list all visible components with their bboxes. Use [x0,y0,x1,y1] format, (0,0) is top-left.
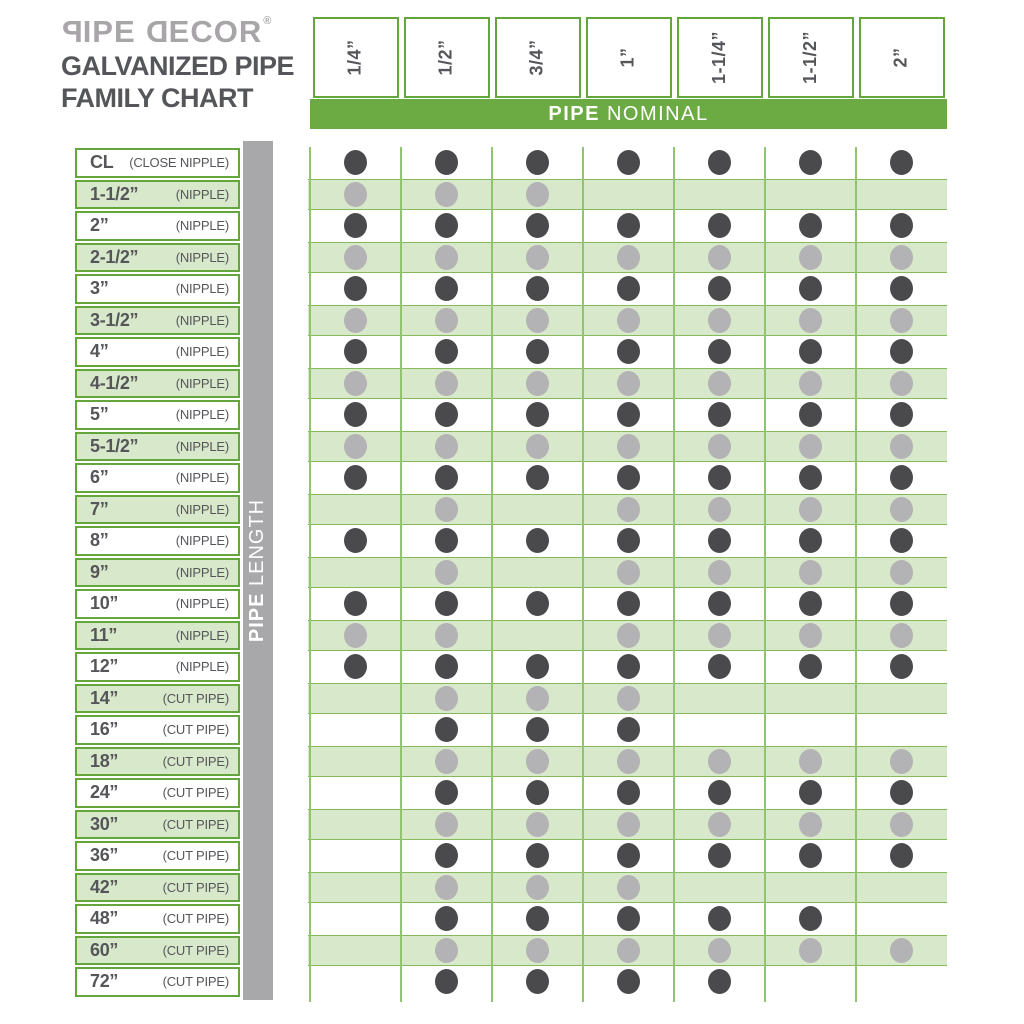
availability-dot [708,560,731,585]
availability-dot [435,686,458,711]
availability-dot [435,528,458,553]
availability-dot [708,465,731,490]
row-kind-label: (CUT PIPE) [162,911,229,927]
column-divider [673,147,675,1002]
availability-dot [526,969,549,994]
availability-dot [617,938,640,963]
availability-dot [344,182,367,207]
availability-dot [617,749,640,774]
availability-dot [799,812,822,837]
brand-letter-p: P [61,14,83,49]
availability-dot [617,717,640,742]
availability-dot [890,780,913,805]
availability-dot [526,780,549,805]
availability-dot [435,465,458,490]
row-kind-label: (CUT PIPE) [162,816,229,832]
availability-dot [890,434,913,459]
brand-logo [61,14,271,50]
availability-dot [435,591,458,616]
availability-dot [435,434,458,459]
row-label [75,936,240,966]
row-kind-label: (NIPPLE) [175,281,229,297]
column-header [586,17,672,98]
row-size-label: 18” [90,750,119,771]
availability-dot [799,213,822,238]
availability-dot [890,812,913,837]
row-label [75,558,240,588]
availability-dot [708,497,731,522]
column-header [677,17,763,98]
page-title [61,50,294,114]
row-label [75,652,240,682]
availability-dot [799,465,822,490]
availability-dot [526,434,549,459]
availability-dot [435,150,458,175]
row-kind-label: (NIPPLE) [175,438,229,454]
availability-dot [617,308,640,333]
availability-dot [526,843,549,868]
column-header [313,17,399,98]
availability-dot [708,591,731,616]
availability-dot [799,560,822,585]
availability-dot [526,528,549,553]
availability-dot [526,717,549,742]
row-size-label: 9” [90,561,109,582]
availability-dot [435,780,458,805]
availability-dot [799,906,822,931]
availability-dot [799,339,822,364]
availability-dot [344,528,367,553]
availability-dot [708,654,731,679]
availability-dot [526,339,549,364]
availability-dot [708,434,731,459]
row-label [75,526,240,556]
row-size-label: 11” [90,624,118,645]
availability-dot [344,150,367,175]
availability-dot [708,749,731,774]
row-kind-label: (CUT PIPE) [162,690,229,706]
availability-dot [526,308,549,333]
availability-dot [799,402,822,427]
availability-dot [526,686,549,711]
availability-dot [617,528,640,553]
row-kind-label: (NIPPLE) [175,344,229,360]
availability-dot [526,465,549,490]
row-label [75,148,240,178]
row-kind-label: (CUT PIPE) [162,848,229,864]
availability-dot [526,276,549,301]
availability-dot [526,938,549,963]
availability-dot [890,276,913,301]
row-kind-label: (NIPPLE) [175,249,229,265]
availability-dot [708,780,731,805]
availability-dot [435,812,458,837]
availability-dot [435,245,458,270]
availability-dot [799,591,822,616]
row-kind-label: (NIPPLE) [175,501,229,517]
chart-title-line1: GALVANIZED PIPE [61,51,295,81]
pipe-length-banner-rest: LENGTH [246,498,269,586]
availability-dot [344,213,367,238]
availability-dot [617,969,640,994]
availability-dot [890,371,913,396]
availability-dot [799,276,822,301]
row-size-label: 14” [90,687,119,708]
row-kind-label: (CUT PIPE) [162,753,229,769]
availability-dot [708,402,731,427]
row-size-label: 72” [90,971,119,992]
row-kind-label: (NIPPLE) [175,596,229,612]
availability-dot [890,938,913,963]
row-size-label: 5” [90,404,109,425]
row-label [75,211,240,241]
row-size-label: 10” [90,593,119,614]
availability-dot [526,906,549,931]
row-kind-label: (CUT PIPE) [162,974,229,990]
row-label [75,873,240,903]
row-size-label: 24” [90,782,119,803]
availability-dot [617,686,640,711]
row-size-label: 7” [90,498,109,519]
availability-dot [890,560,913,585]
column-divider [309,147,311,1002]
availability-dot [799,371,822,396]
availability-dot [890,465,913,490]
row-kind-label: (NIPPLE) [175,407,229,423]
availability-dot [526,812,549,837]
availability-dot [617,654,640,679]
availability-dot [708,308,731,333]
availability-dot [344,654,367,679]
column-header-label: 1/4” [345,39,365,76]
row-label [75,967,240,997]
availability-dot [435,402,458,427]
availability-dot [617,213,640,238]
availability-dot [526,371,549,396]
column-header [768,17,854,98]
row-size-label: 4” [90,341,109,362]
row-label [75,904,240,934]
row-label [75,463,240,493]
pipe-nominal-banner-rest: NOMINAL [606,102,709,125]
row-label [75,274,240,304]
availability-dot [435,654,458,679]
availability-dot [799,843,822,868]
availability-dot [617,434,640,459]
availability-dot [799,654,822,679]
row-size-label: 3-1/2” [90,309,139,330]
pipe-nominal-banner [310,99,947,129]
availability-dot [890,213,913,238]
column-header [404,17,490,98]
column-divider [855,147,857,1002]
availability-dot [344,623,367,648]
column-divider [764,147,766,1002]
row-label [75,306,240,336]
availability-dot [708,150,731,175]
row-size-label: 42” [90,876,119,897]
availability-dot [344,434,367,459]
availability-dot [890,528,913,553]
row-label [75,369,240,399]
availability-dot [617,623,640,648]
row-label [75,715,240,745]
availability-dot [617,465,640,490]
column-divider [400,147,402,1002]
availability-dot [890,654,913,679]
column-header-label: 1” [617,47,638,68]
row-kind-label: (CUT PIPE) [162,785,229,801]
availability-dot [344,276,367,301]
column-header [859,17,945,98]
availability-dot [617,591,640,616]
availability-dot [799,308,822,333]
row-label [75,747,240,777]
availability-dot [435,213,458,238]
row-kind-label: (NIPPLE) [175,375,229,391]
availability-dot [708,276,731,301]
availability-dot [708,938,731,963]
availability-dot [799,938,822,963]
availability-dot [344,245,367,270]
row-size-label: CL [90,152,114,173]
availability-dot [799,434,822,459]
column-header-label: 1-1/2” [800,30,820,85]
row-size-label: 3” [90,278,109,299]
availability-dot [617,812,640,837]
row-size-label: 5-1/2” [90,435,139,456]
availability-dot [617,276,640,301]
row-kind-label: (CUT PIPE) [162,722,229,738]
availability-dot [435,623,458,648]
availability-dot [708,843,731,868]
row-label [75,337,240,367]
availability-dot [435,497,458,522]
availability-dot [344,339,367,364]
availability-dot [617,497,640,522]
availability-dot [344,308,367,333]
availability-dot [435,182,458,207]
row-label [75,589,240,619]
row-size-label: 12” [90,656,119,677]
pipe-length-banner [243,141,273,1000]
row-size-label: 60” [90,939,119,960]
availability-dot [526,591,549,616]
availability-dot [435,560,458,585]
availability-dot [344,465,367,490]
availability-dot [890,749,913,774]
availability-dot [617,150,640,175]
brand-letters: ECOR [168,14,263,49]
row-kind-label: (NIPPLE) [175,564,229,580]
row-kind-label: (NIPPLE) [175,312,229,328]
availability-dot [435,276,458,301]
availability-dot [526,875,549,900]
availability-dot [617,875,640,900]
row-label [75,495,240,525]
availability-dot [708,245,731,270]
row-kind-label: (CLOSE NIPPLE) [129,155,229,171]
column-divider [582,147,584,1002]
availability-dot [799,150,822,175]
row-label [75,243,240,273]
column-header [495,17,581,98]
row-kind-label: (NIPPLE) [175,533,229,549]
column-header-label: 2” [890,47,911,68]
row-kind-label: (NIPPLE) [175,186,229,202]
row-size-label: 6” [90,467,109,488]
availability-dot [526,182,549,207]
availability-dot [526,654,549,679]
availability-dot [617,780,640,805]
availability-dot [617,371,640,396]
row-stripe [308,179,947,211]
pipe-nominal-banner-bold: PIPE [548,102,600,125]
column-divider [491,147,493,1002]
availability-dot [799,497,822,522]
availability-dot [708,812,731,837]
availability-dot [435,717,458,742]
availability-dot [435,371,458,396]
row-kind-label: (NIPPLE) [175,470,229,486]
availability-dot [708,906,731,931]
availability-dot [890,308,913,333]
availability-dot [708,371,731,396]
row-kind-label: (NIPPLE) [175,659,229,675]
row-kind-label: (CUT PIPE) [162,879,229,895]
brand-letter-d: D [145,14,169,49]
row-label [75,684,240,714]
availability-dot [708,339,731,364]
availability-dot [708,969,731,994]
row-label [75,621,240,651]
availability-dot [617,245,640,270]
column-header-label: 1/2” [436,39,456,76]
row-label [75,841,240,871]
availability-dot [617,843,640,868]
availability-dot [435,906,458,931]
row-label [75,810,240,840]
availability-dot [617,560,640,585]
row-size-label: 4-1/2” [90,372,139,393]
availability-dot [890,245,913,270]
availability-dot [435,969,458,994]
availability-dot [435,938,458,963]
availability-dot [617,339,640,364]
availability-dot [617,402,640,427]
availability-dot [708,623,731,648]
availability-dot [344,591,367,616]
availability-dot [799,623,822,648]
row-label [75,180,240,210]
availability-dot [890,623,913,648]
row-label [75,400,240,430]
availability-dot [890,497,913,522]
availability-dot [890,591,913,616]
availability-dot [708,213,731,238]
availability-dot [890,339,913,364]
availability-dot [890,843,913,868]
row-kind-label: (CUT PIPE) [162,942,229,958]
availability-dot [344,402,367,427]
column-header-label: 3/4” [527,39,547,76]
availability-dot [799,528,822,553]
row-size-label: 2” [90,215,109,236]
row-label [75,432,240,462]
availability-dot [435,339,458,364]
availability-dot [526,150,549,175]
availability-dot [435,843,458,868]
row-label [75,778,240,808]
row-size-label: 1-1/2” [90,183,139,204]
registered-mark: ® [263,15,273,27]
availability-dot [890,402,913,427]
availability-dot [617,906,640,931]
chart-title-line2: FAMILY CHART [61,83,254,113]
column-header-label: 1-1/4” [709,30,729,85]
pipe-length-banner-label [247,499,270,642]
row-size-label: 48” [90,908,119,929]
availability-dot [344,371,367,396]
availability-dot [526,213,549,238]
availability-dot [435,749,458,774]
availability-dot [708,528,731,553]
row-size-label: 2-1/2” [90,246,139,267]
availability-dot [435,875,458,900]
availability-dot [526,749,549,774]
availability-dot [799,749,822,774]
row-size-label: 36” [90,845,119,866]
pipe-length-banner-bold: PIPE [246,585,269,643]
availability-dot [526,402,549,427]
availability-dot [890,150,913,175]
availability-dot [799,245,822,270]
availability-dot [526,245,549,270]
row-kind-label: (NIPPLE) [175,218,229,234]
brand-letters: IPE [82,14,146,49]
row-size-label: 30” [90,813,119,834]
availability-dot [799,780,822,805]
row-size-label: 16” [90,719,119,740]
row-kind-label: (NIPPLE) [175,627,229,643]
availability-dot [435,308,458,333]
row-size-label: 8” [90,530,109,551]
